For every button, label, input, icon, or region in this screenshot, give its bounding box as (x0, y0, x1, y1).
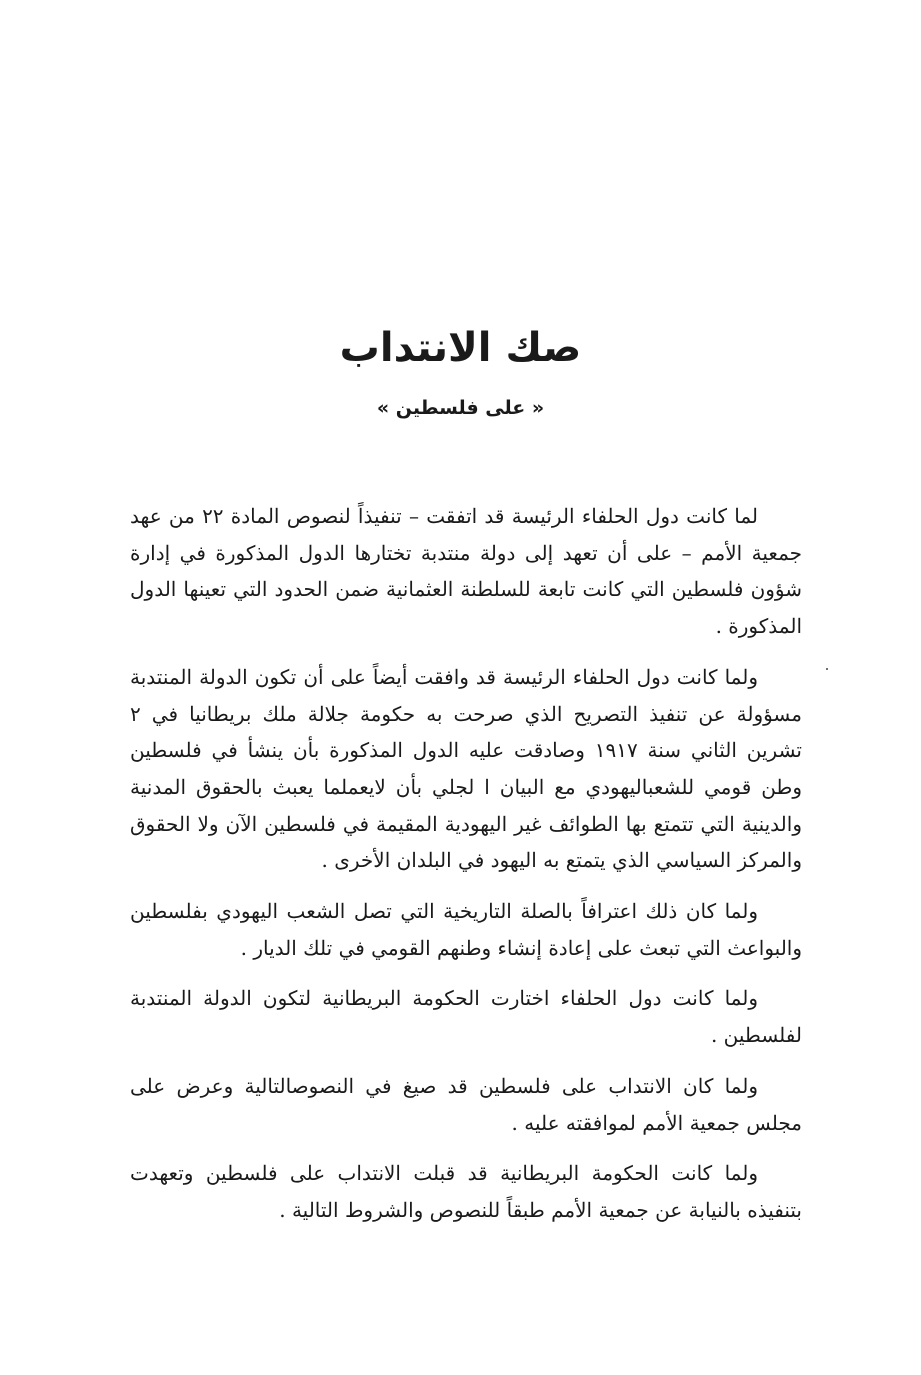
document-body (130, 498, 802, 1243)
margin-speck (826, 668, 828, 670)
page-subtitle: « على فلسطين » (376, 397, 545, 419)
page-title: صك الانتداب (339, 325, 582, 371)
paragraph-6: ولما كانت الحكومة البريطانية قد قبلت الانتداب على فلسطين وتعهدت بتنفيذه بالنيابة عن جمعية الأمم طبقاً للنصوص والشروط التالية . (130, 1161, 802, 1222)
paragraph-2: ولما كانت دول الحلفاء الرئيسة قد وافقت أيضاً على أن تكون الدولة المنتدبة مسؤولة عن تنفيذ التصريح الذي صرحت به حكومة جلالة ملك بريطانيا في ٢ تشرين الثاني سنة ١٩١٧ وصادقت عليه الدول المذكورة بأن ينشأ في فلسطين وطن قومي للشعباليهودي مع البيان ا لجلي بأن لايعملما يعبث بالحقوق المدنية والدينية التي تتمتع بها الطوائف غير اليهودية المقيمة في فلسطين الآن ولا الحقوق والمركز السياسي الذي يتمتع به اليهود في البلدان الأخرى . (130, 664, 802, 873)
paragraph-4: ولما كانت دول الحلفاء اختارت الحكومة البريطانية لتكون الدولة المنتدبة لفلسطين . (130, 986, 802, 1048)
paragraph-3: ولما كان ذلك اعترافاً بالصلة التاريخية التي تصل الشعب اليهودي بفلسطين والبواعث التي تبعث على إعادة إنشاء وطنهم القومي في تلك الديار . (130, 899, 802, 960)
paragraph-5: ولما كان الانتداب على فلسطين قد صيغ في النصوصالتالية وعرض على مجلس جمعية الأمم لموافقته عليه . (130, 1073, 802, 1135)
paragraph-1: لما كانت دول الحلفاء الرئيسة قد اتفقت – تنفيذاً لنصوص المادة ٢٢ من عهد جمعية الأمم – على أن تعهد إلى دولة منتدبة تختارها الدول المذكورة في إدارة شؤون فلسطين التي كانت تابعة للسلطنة العثمانية ضمن الحدود التي تعينها الدول المذكورة . (130, 504, 802, 639)
